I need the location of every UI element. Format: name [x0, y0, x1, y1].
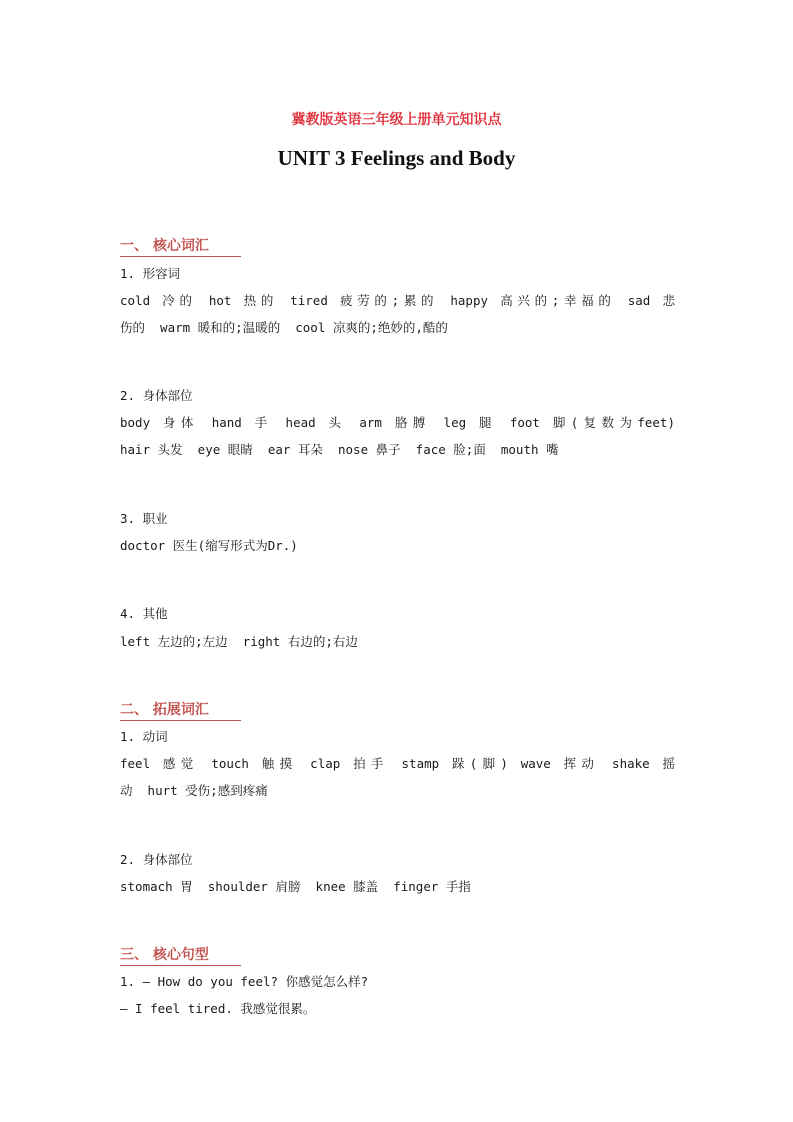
group-label-occupation: 3. 职业: [120, 511, 168, 526]
section-heading-core-vocabulary: 一、 核心词汇: [120, 237, 241, 257]
vocab-line: hair 头发 eye 眼睛 ear 耳朵 nose 鼻子 face 脸;面 mouth 嘴: [120, 442, 559, 457]
section-heading-core-sentences: 三、 核心句型: [120, 946, 241, 966]
group-label-adjectives: 1. 形容词: [120, 266, 181, 281]
vocab-line: feel 感觉 touch 触摸 clap 拍手 stamp 跺(脚) wave 挥动 shake 摇: [120, 756, 675, 771]
group-label-others: 4. 其他: [120, 606, 168, 621]
sentence-line: 1. — How do you feel? 你感觉怎么样?: [120, 974, 369, 989]
page-title: UNIT 3 Feelings and Body: [277, 146, 516, 170]
vocab-line: left 左边的;左边 right 右边的;右边: [120, 634, 358, 649]
vocab-line: stomach 胃 shoulder 肩膀 knee 膝盖 finger 手指: [120, 879, 471, 894]
group-label-body-parts: 2. 身体部位: [120, 388, 193, 403]
group-label-body-parts-extended: 2. 身体部位: [120, 852, 193, 867]
section-heading-extended-vocabulary: 二、 拓展词汇: [120, 701, 241, 721]
vocab-line: 伤的 warm 暖和的;温暖的 cool 凉爽的;绝妙的,酷的: [120, 320, 448, 335]
sentence-line: — I feel tired. 我感觉很累。: [120, 1001, 316, 1016]
group-label-verbs: 1. 动词: [120, 729, 168, 744]
vocab-line: 动 hurt 受伤;感到疼痛: [120, 783, 268, 798]
document-subtitle: 冀教版英语三年级上册单元知识点: [291, 112, 502, 128]
vocab-line: cold 冷的 hot 热的 tired 疲劳的;累的 happy 高兴的;幸福的 sad 悲: [120, 293, 675, 308]
vocab-line: doctor 医生(缩写形式为Dr.): [120, 538, 298, 553]
vocab-line: body 身体 hand 手 head 头 arm 胳膊 leg 腿 foot 脚(复数为feet): [120, 415, 675, 430]
